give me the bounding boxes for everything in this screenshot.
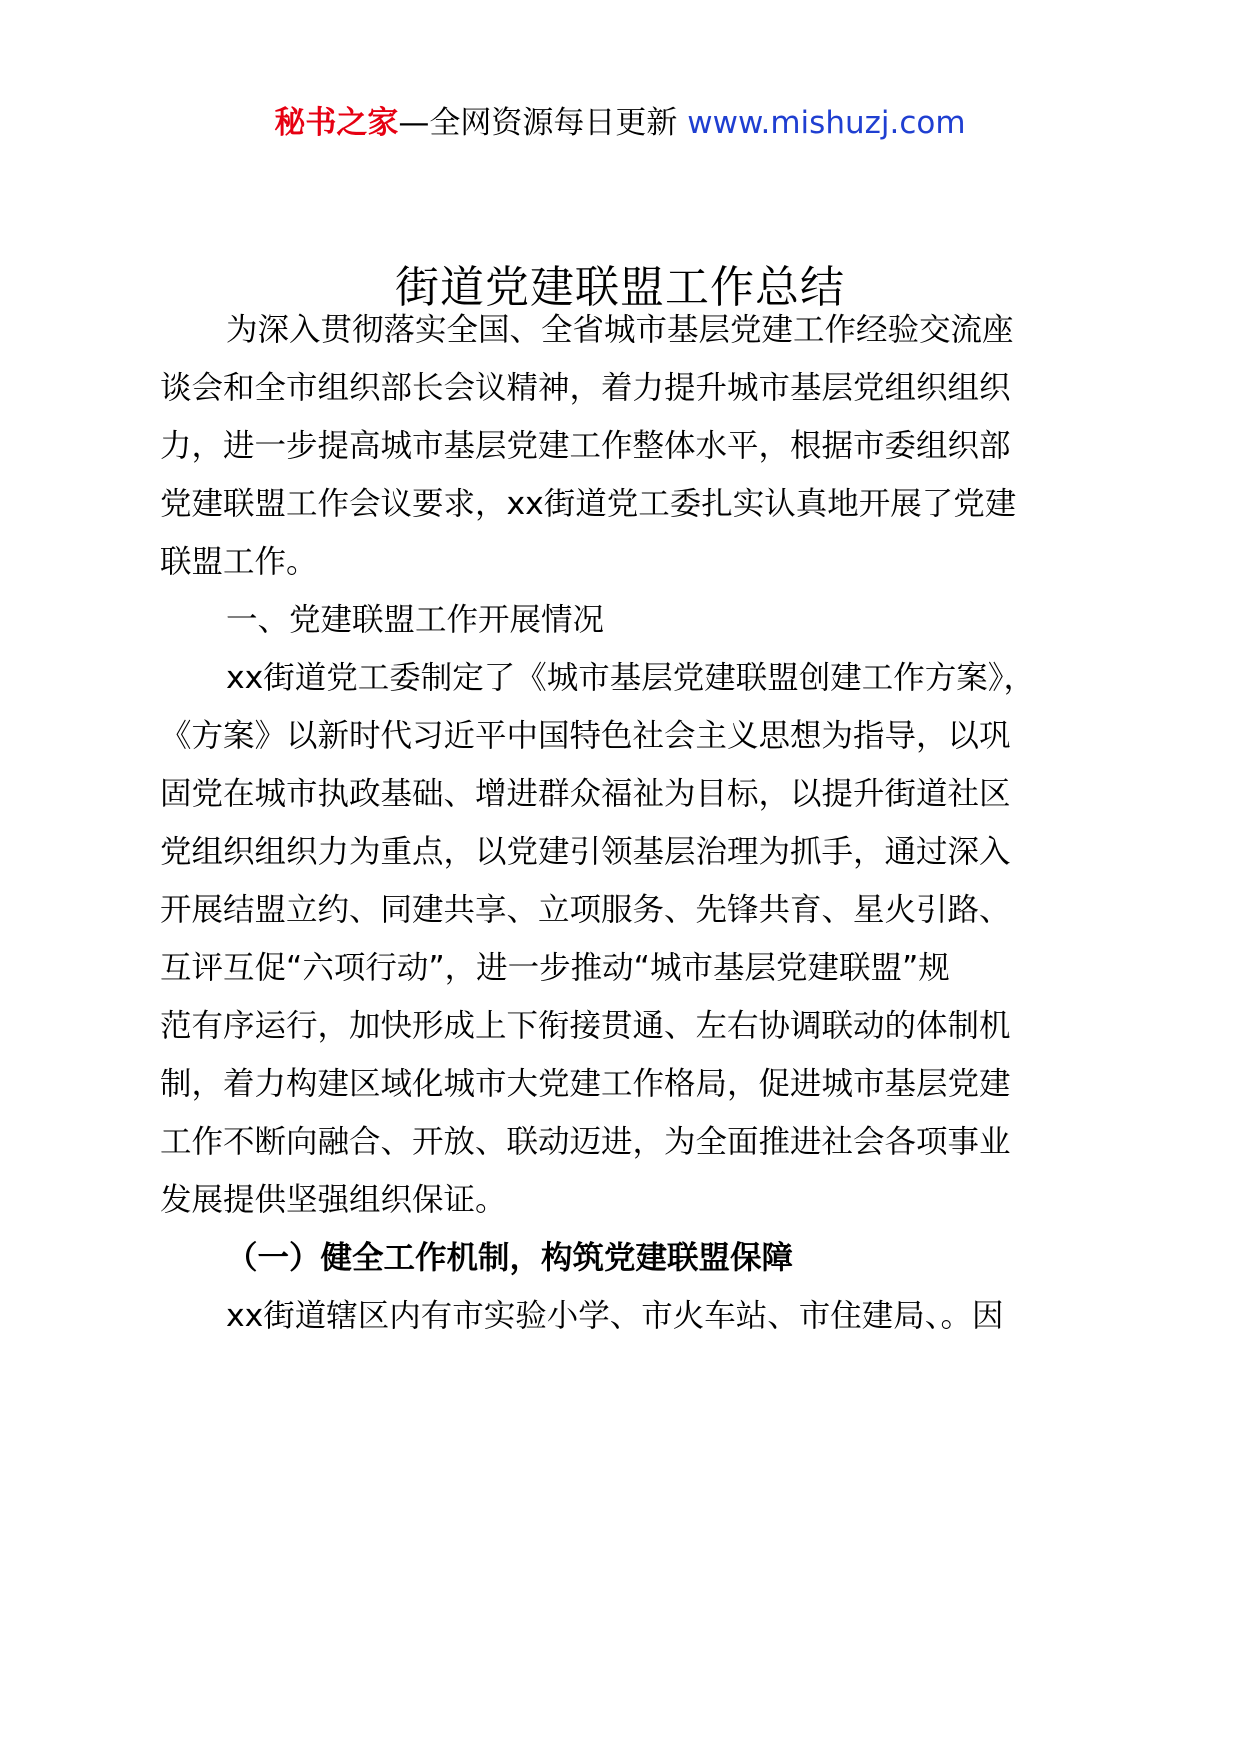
site-header (0, 100, 1240, 146)
paragraph-line: xx街道辖区内有市实验小学、市火车站、市住建局、。因 (226, 1298, 1004, 1334)
paragraph-line: 工作不断向融合、开放、联动迈进，为全面推进社会各项事业 (160, 1124, 1011, 1160)
subsection-heading: （一）健全工作机制，构筑党建联盟保障 (226, 1240, 794, 1276)
paragraph-line: 互评互促“六项行动”，进一步推动“城市基层党建联盟”规 (160, 950, 950, 986)
paragraph-line: 党建联盟工作会议要求，xx街道党工委扎实认真地开展了党建 (160, 486, 1017, 522)
paragraph-line: 发展提供坚强组织保证。 (160, 1182, 507, 1218)
paragraph-line: 《方案》以新时代习近平中国特色社会主义思想为指导，以巩 (160, 718, 1011, 754)
document-title: 街道党建联盟工作总结 (395, 262, 845, 313)
site-brand: 秘书之家 (274, 105, 399, 141)
paragraph-line: xx街道党工委制定了《城市基层党建联盟创建工作方案》， (226, 660, 1036, 696)
paragraph-line: 谈会和全市组织部长会议精神，着力提升城市基层党组织组织 (160, 370, 1011, 406)
paragraph-line: 为深入贯彻落实全国、全省城市基层党建工作经验交流座 (226, 312, 1014, 348)
paragraph-line: 力，进一步提高城市基层党建工作整体水平，根据市委组织部 (160, 428, 1011, 464)
paragraph-line: 开展结盟立约、同建共享、立项服务、先锋共育、星火引路、 (160, 892, 1011, 928)
paragraph-line: 固党在城市执政基础、增进群众福祉为目标，以提升街道社区 (160, 776, 1011, 812)
site-slogan: —全网资源每日更新 (398, 105, 688, 141)
site-url-link[interactable]: www.mishuzj.com (687, 105, 966, 141)
paragraph-line: 党组织组织力为重点，以党建引领基层治理为抓手，通过深入 (160, 834, 1011, 870)
section-heading: 一、党建联盟工作开展情况 (226, 602, 605, 638)
paragraph-line: 联盟工作。 (160, 544, 318, 580)
paragraph-line: 范有序运行，加快形成上下衔接贯通、左右协调联动的体制机 (160, 1008, 1011, 1044)
paragraph-line: 制，着力构建区域化城市大党建工作格局，促进城市基层党建 (160, 1066, 1011, 1102)
